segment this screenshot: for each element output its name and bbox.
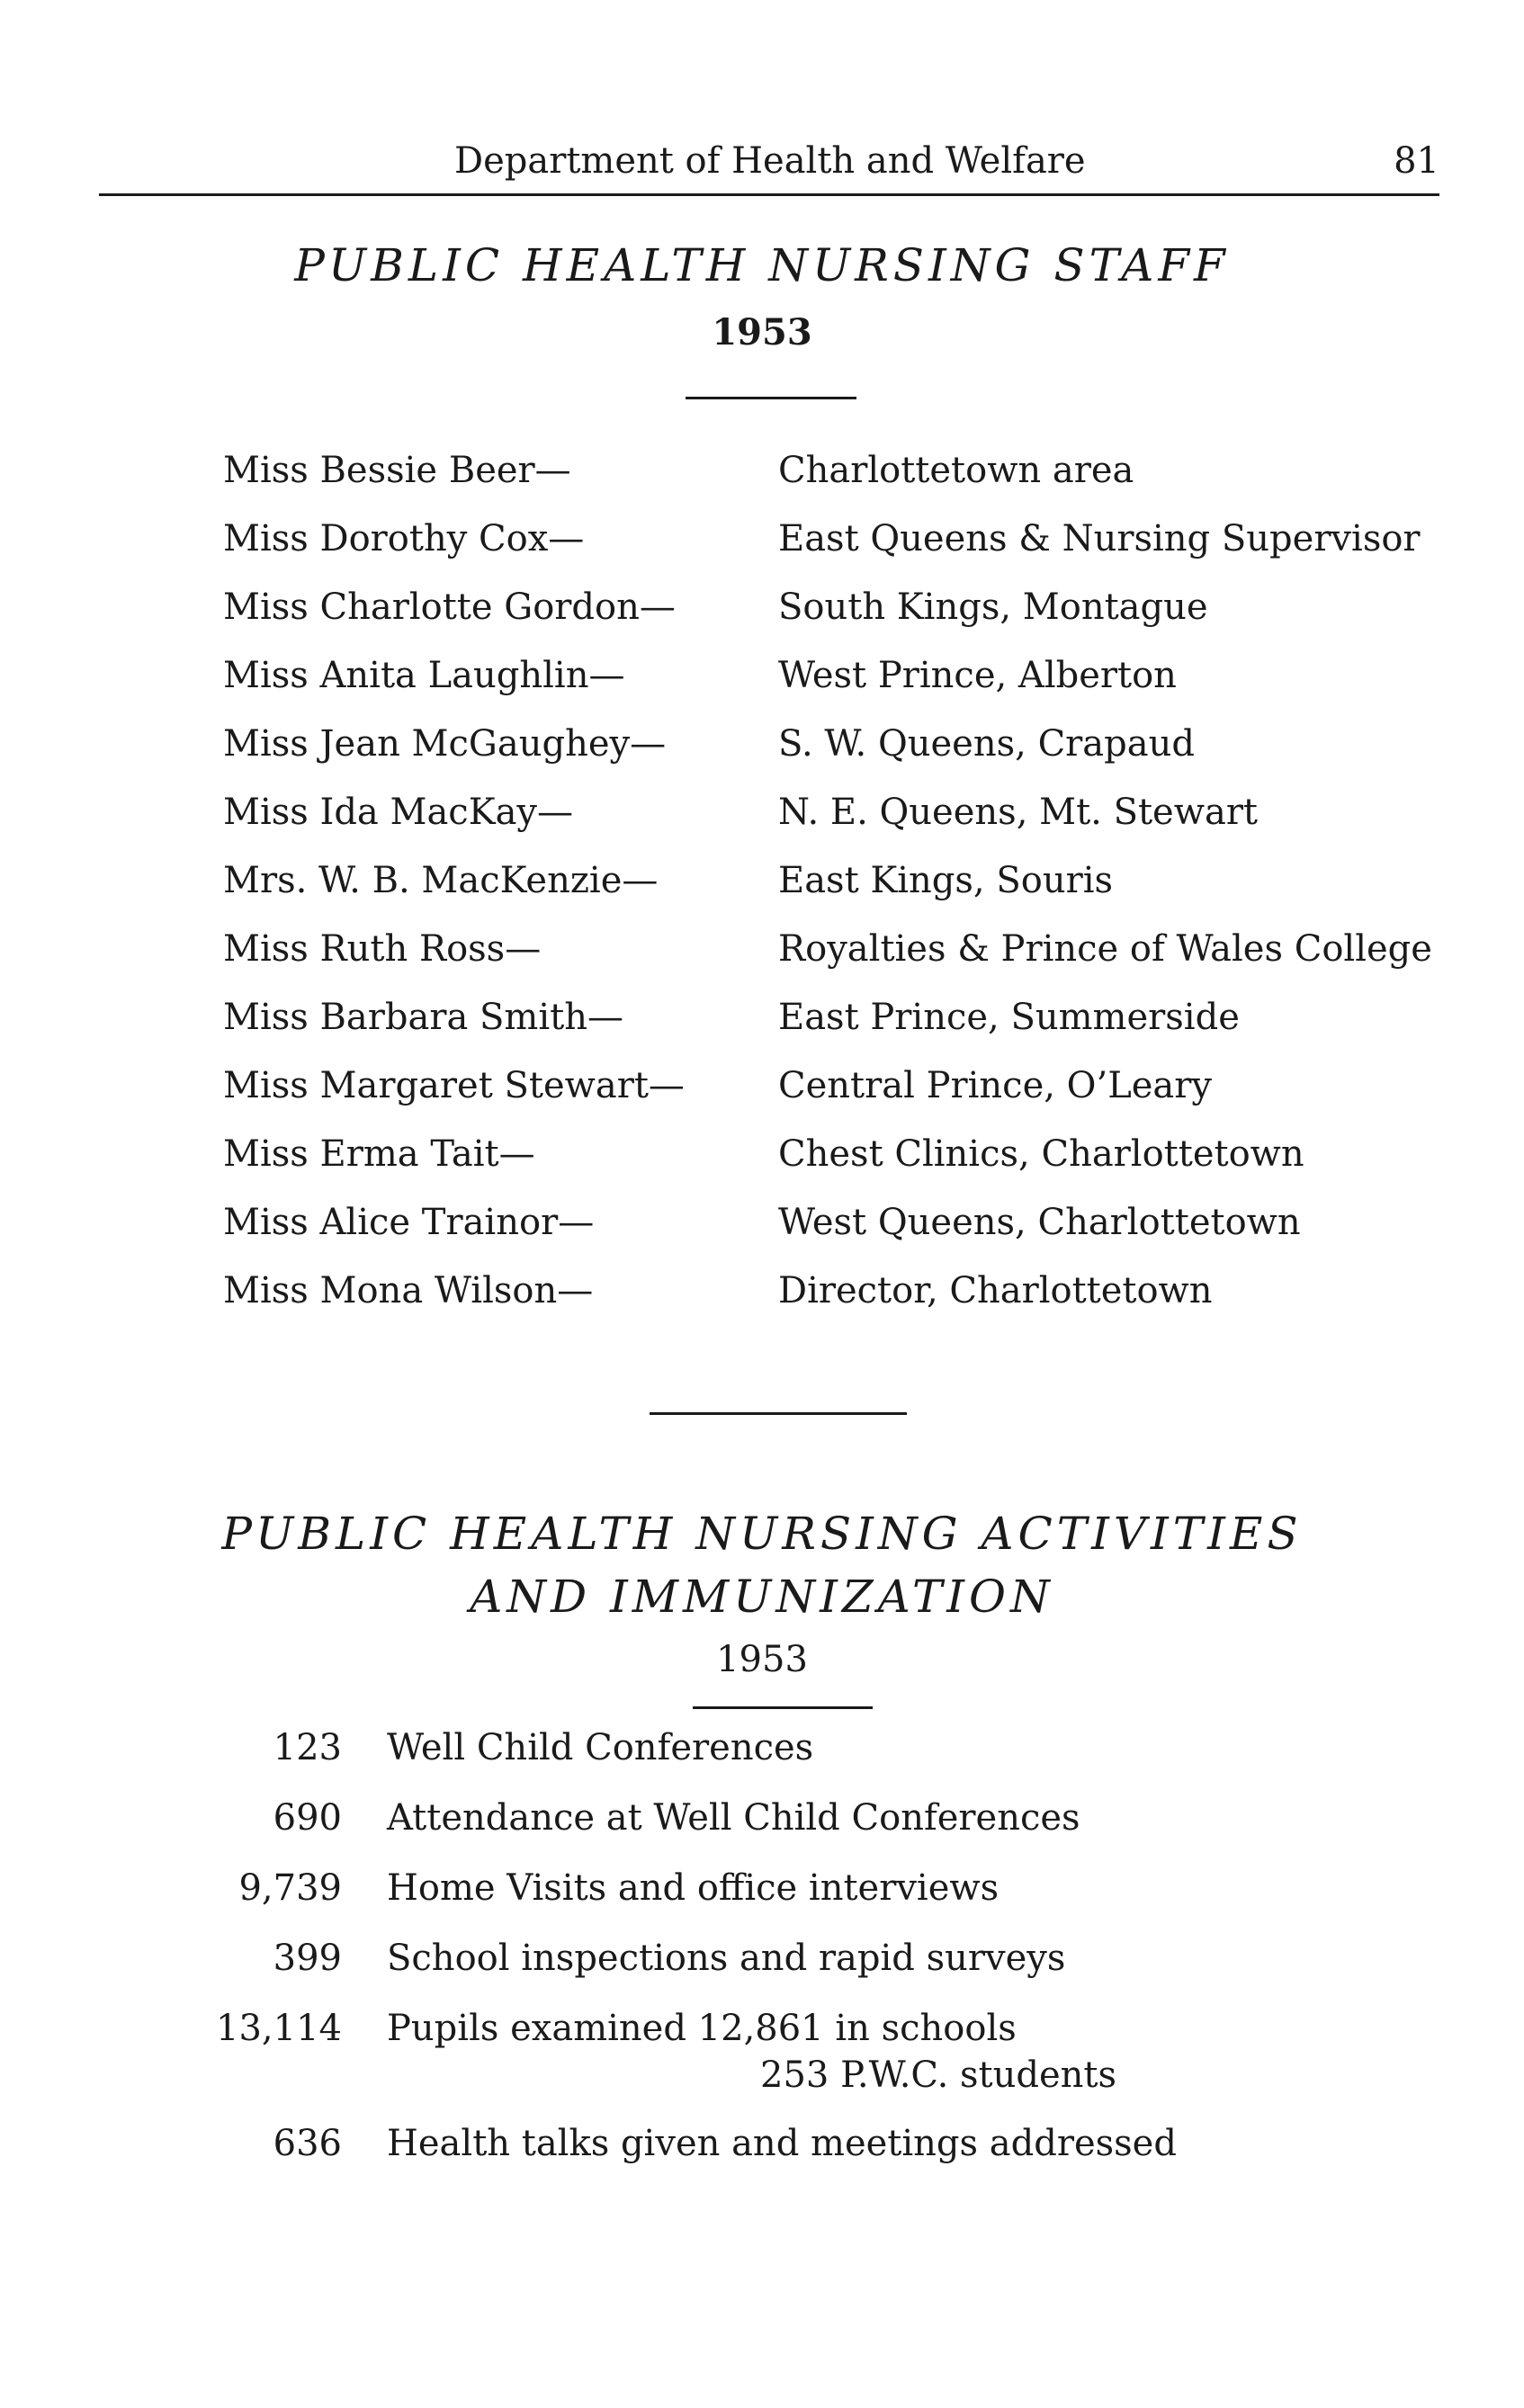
staff-area: West Queens, Charlottetown [778, 1202, 1301, 1243]
staff-name: Miss Charlotte Gordon— [223, 586, 676, 628]
activity-count: 9,739 [238, 1867, 342, 1909]
staff-area: South Kings, Montague [778, 586, 1208, 628]
activities-section-year: 1953 [716, 1639, 808, 1680]
staff-section-year: 1953 [712, 311, 812, 354]
staff-row [223, 992, 1483, 1061]
staff-area: Royalties & Prince of Wales College [778, 928, 1432, 970]
staff-area: Chest Clinics, Charlottetown [778, 1133, 1304, 1175]
staff-row [223, 582, 1483, 650]
activity-row [180, 1797, 1349, 1867]
staff-name: Miss Jean McGaughey— [223, 723, 667, 765]
activity-subline: 253 P.W.C. students [760, 2054, 1117, 2096]
activity-row [180, 2123, 1349, 2193]
staff-name: Miss Alice Trainor— [223, 1202, 595, 1243]
staff-name: Miss Ruth Ross— [223, 928, 542, 970]
staff-row [223, 1129, 1483, 1197]
activity-description: School inspections and rapid surveys [387, 1938, 1066, 1979]
staff-row [223, 445, 1483, 514]
staff-row [223, 1061, 1483, 1129]
staff-title-rule [686, 397, 856, 399]
staff-row [223, 924, 1483, 992]
activity-count: 690 [273, 1797, 342, 1839]
page-number: 81 [1394, 140, 1439, 182]
staff-name: Miss Erma Tait— [223, 1133, 535, 1175]
staff-list [223, 445, 1483, 1334]
header-rule [99, 193, 1439, 196]
staff-name: Miss Margaret Stewart— [223, 1065, 685, 1106]
section-divider-rule [650, 1412, 907, 1415]
staff-section-title: PUBLIC HEALTH NURSING STAFF [294, 239, 1230, 291]
activity-count: 399 [273, 1938, 342, 1979]
staff-area: East Queens & Nursing Supervisor [778, 518, 1421, 559]
staff-row [223, 855, 1483, 924]
activity-count: 123 [273, 1727, 342, 1768]
running-header [99, 135, 1439, 189]
activity-description: Pupils examined 12,861 in schools [387, 2008, 1017, 2049]
activity-count: 13,114 [216, 2008, 342, 2049]
staff-area: East Prince, Summerside [778, 997, 1240, 1038]
staff-name: Miss Mona Wilson— [223, 1270, 594, 1311]
staff-area: Director, Charlottetown [778, 1270, 1213, 1311]
activities-section-title-line2: AND IMMUNIZATION [470, 1571, 1054, 1623]
activities-list [180, 1727, 1349, 2193]
activity-row [180, 1938, 1349, 2008]
staff-area: Charlottetown area [778, 450, 1134, 491]
staff-row [223, 1266, 1483, 1334]
staff-row [223, 650, 1483, 719]
activity-description: Health talks given and meetings addressed [387, 2123, 1177, 2164]
staff-row [223, 1197, 1483, 1266]
staff-name: Mrs. W. B. MacKenzie— [223, 860, 659, 901]
staff-area: East Kings, Souris [778, 860, 1114, 901]
activity-row [180, 1727, 1349, 1797]
staff-name: Miss Ida MacKay— [223, 792, 574, 833]
staff-row [223, 514, 1483, 582]
staff-name: Miss Anita Laughlin— [223, 655, 625, 696]
staff-name: Miss Bessie Beer— [223, 450, 571, 491]
activity-description: Home Visits and office interviews [387, 1867, 1000, 1909]
staff-area: West Prince, Alberton [778, 655, 1177, 696]
activity-description: Well Child Conferences [387, 1727, 814, 1768]
activity-description: Attendance at Well Child Conferences [387, 1797, 1080, 1839]
staff-name: Miss Dorothy Cox— [223, 518, 585, 559]
staff-area: Central Prince, O’Leary [778, 1065, 1212, 1106]
staff-area: N. E. Queens, Mt. Stewart [778, 792, 1259, 833]
activity-row [180, 2008, 1349, 2123]
activities-section-title-line1: PUBLIC HEALTH NURSING ACTIVITIES [221, 1508, 1303, 1560]
header-title: Department of Health and Welfare [454, 140, 1086, 182]
activity-row [180, 1867, 1349, 1938]
staff-row [223, 787, 1483, 855]
staff-name: Miss Barbara Smith— [223, 997, 623, 1038]
staff-area: S. W. Queens, Crapaud [778, 723, 1195, 765]
activity-count: 636 [273, 2123, 342, 2164]
activities-title-rule [693, 1706, 873, 1709]
staff-row [223, 719, 1483, 787]
